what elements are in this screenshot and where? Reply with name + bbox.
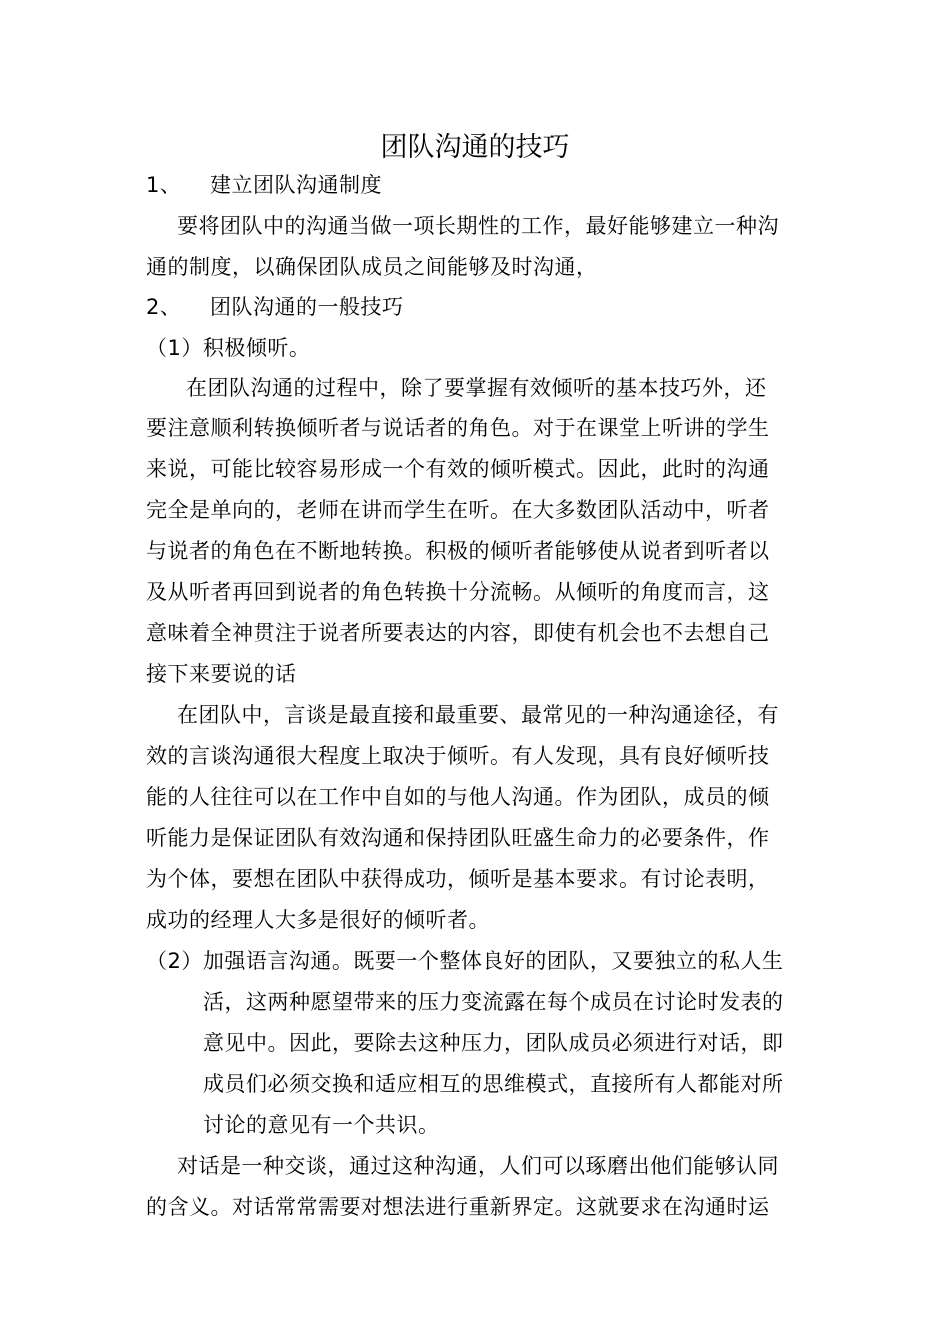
- subsection-2-line: （2）加强语言沟通。既要一个整体良好的团队，又要独立的私人生: [146, 949, 784, 973]
- subsection-2-line: 成员们必须交换和适应相互的思维模式，直接所有人都能对所: [203, 1072, 784, 1096]
- subsection-1-para2-line: 听能力是保证团队有效沟通和保持团队旺盛生命力的必要条件，作: [146, 826, 770, 850]
- subsection-1-para-line: 来说，可能比较容易形成一个有效的倾听模式。因此，此时的沟通: [146, 457, 770, 481]
- subsection-1-para2-line: 在团队中，言谈是最直接和最重要、最常见的一种沟通途径，有: [177, 703, 779, 727]
- section-1-para-line: 通的制度，以确保团队成员之间能够及时沟通，: [146, 255, 598, 279]
- subsection-1-para2-line: 为个体，要想在团队中获得成功，倾听是基本要求。有讨论表明，: [146, 867, 770, 891]
- subsection-2-line: 意见中。因此，要除去这种压力，团队成员必须进行对话，即: [203, 1031, 784, 1055]
- section-2-number: 2、: [146, 295, 182, 319]
- section-1-heading: [146, 170, 382, 200]
- subsection-1-para2-line: 效的言谈沟通很大程度上取决于倾听。有人发现，具有良好倾听技: [146, 744, 770, 768]
- section-1-title: 建立团队沟通制度: [210, 173, 382, 197]
- subsection-1-para-line: 接下来要说的话: [146, 662, 297, 686]
- subsection-1-para-line: 在团队沟通的过程中，除了要掌握有效倾听的基本技巧外，还: [186, 376, 767, 400]
- subsection-1-para-line: 要注意顺利转换倾听者与说话者的角色。对于在课堂上听讲的学生: [146, 416, 770, 440]
- section-1-number: 1、: [146, 173, 182, 197]
- subsection-2-line: 讨论的意见有一个共识。: [203, 1113, 440, 1137]
- subsection-1-heading: （1）积极倾听。: [146, 336, 311, 360]
- section-2-title: 团队沟通的一般技巧: [210, 295, 404, 319]
- subsection-2-para-line: 的含义。对话常常需要对想法进行重新界定。这就要求在沟通时运: [146, 1195, 770, 1219]
- document-title: 团队沟通的技巧: [380, 132, 570, 163]
- subsection-1-para-line: 及从听者再回到说者的角色转换十分流畅。从倾听的角度而言，这: [146, 580, 770, 604]
- subsection-2-line: 活，这两种愿望带来的压力变流露在每个成员在讨论时发表的: [203, 990, 784, 1014]
- subsection-2-para-line: 对话是一种交谈，通过这种沟通，人们可以琢磨出他们能够认同: [177, 1154, 779, 1178]
- subsection-1-para-line: 与说者的角色在不断地转换。积极的倾听者能够使从说者到听者以: [146, 539, 770, 563]
- subsection-1-para2-line: 成功的经理人大多是很好的倾听者。: [146, 908, 490, 932]
- section-2-heading: [146, 292, 404, 322]
- subsection-1-para2-line: 能的人往往可以在工作中自如的与他人沟通。作为团队，成员的倾: [146, 785, 770, 809]
- subsection-1-para-line: 意味着全神贯注于说者所要表达的内容，即使有机会也不去想自己: [146, 621, 770, 645]
- section-1-para-line: 要将团队中的沟通当做一项长期性的工作，最好能够建立一种沟: [177, 214, 779, 238]
- subsection-1-para-line: 完全是单向的，老师在讲而学生在听。在大多数团队活动中，听者: [146, 498, 770, 522]
